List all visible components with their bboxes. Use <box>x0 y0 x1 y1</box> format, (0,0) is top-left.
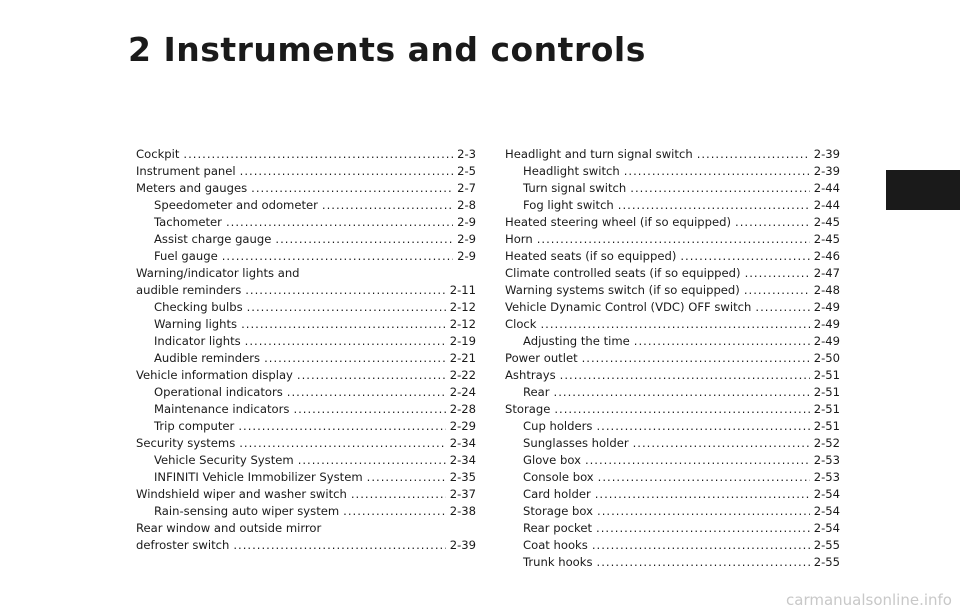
dot-leader <box>633 435 810 452</box>
toc-entry[interactable] <box>136 503 476 520</box>
toc-entry-label: Heated seats (if so equipped) <box>505 249 677 263</box>
dot-leader <box>560 367 810 384</box>
toc-entry-label: Coat hooks <box>523 538 588 552</box>
toc-entry[interactable] <box>136 316 476 333</box>
toc-entry-label: Rain-sensing auto wiper system <box>154 504 340 518</box>
dot-leader <box>596 418 809 435</box>
dot-leader <box>697 146 810 163</box>
dot-leader <box>630 180 809 197</box>
toc-entry[interactable] <box>505 486 840 503</box>
toc-entry[interactable] <box>136 180 476 197</box>
dot-leader <box>367 469 446 486</box>
toc-entry-label: Warning systems switch (if so equipped) <box>505 283 740 297</box>
toc-entry-label: Console box <box>523 470 594 484</box>
toc-entry[interactable] <box>505 418 840 435</box>
toc-entry-page: 2-53 <box>813 453 840 467</box>
toc-entry-page: 2-5 <box>457 164 476 178</box>
toc-entry-label: Cockpit <box>136 147 180 161</box>
toc-entry-label: INFINITI Vehicle Immobilizer System <box>154 470 363 484</box>
toc-entry-page: 2-22 <box>449 368 476 382</box>
dot-leader <box>735 214 810 231</box>
dot-leader <box>541 316 810 333</box>
dot-leader <box>680 248 809 265</box>
toc-entry-page: 2-51 <box>813 402 840 416</box>
toc-entry[interactable] <box>136 163 476 180</box>
toc-entry-page: 2-51 <box>813 385 840 399</box>
toc-entry-label: Vehicle Dynamic Control (VDC) OFF switch <box>505 300 752 314</box>
dot-leader <box>554 401 809 418</box>
dot-leader <box>343 503 446 520</box>
toc-entry-label: Storage <box>505 402 551 416</box>
toc-entry[interactable] <box>505 401 840 418</box>
toc-entry-label: Clock <box>505 317 537 331</box>
toc-entry-label: Headlight switch <box>523 164 620 178</box>
toc-entry-page: 2-49 <box>813 317 840 331</box>
toc-entry[interactable] <box>505 146 840 163</box>
toc-entry[interactable] <box>505 350 840 367</box>
toc-entry-page: 2-50 <box>813 351 840 365</box>
toc-entry-page: 2-35 <box>449 470 476 484</box>
toc-entry[interactable] <box>136 299 476 316</box>
dot-leader <box>241 316 446 333</box>
toc-entry-page: 2-53 <box>813 470 840 484</box>
toc-entry[interactable] <box>136 197 476 214</box>
toc-entry-label: Trunk hooks <box>523 555 593 569</box>
dot-leader <box>592 537 810 554</box>
toc-entry-page: 2-28 <box>449 402 476 416</box>
toc-entry-first-line: Warning/indicator lights and <box>136 266 300 280</box>
toc-entry-label: Adjusting the time <box>523 334 630 348</box>
toc-entry-label: Vehicle information display <box>136 368 293 382</box>
toc-entry-page: 2-9 <box>457 249 476 263</box>
toc-entry[interactable] <box>505 503 840 520</box>
dot-leader <box>222 248 453 265</box>
toc-entry[interactable] <box>136 248 476 265</box>
dot-leader <box>297 367 446 384</box>
toc-entry-page: 2-11 <box>449 283 476 297</box>
toc-entry-page: 2-9 <box>457 215 476 229</box>
toc-entry-label: Rear <box>523 385 550 399</box>
dot-leader <box>618 197 810 214</box>
dot-leader <box>240 163 453 180</box>
toc-entry[interactable] <box>136 384 476 401</box>
toc-entry-page: 2-54 <box>813 504 840 518</box>
toc-entry-page: 2-44 <box>813 181 840 195</box>
dot-leader <box>239 435 445 452</box>
toc-entry-first-line: Rear window and outside mirror <box>136 521 322 535</box>
toc-entry-label: Horn <box>505 232 533 246</box>
toc-entry[interactable] <box>505 520 840 537</box>
toc-entry[interactable] <box>505 248 840 265</box>
toc-entry-page: 2-54 <box>813 487 840 501</box>
dot-leader <box>554 384 810 401</box>
toc-entry-label: Security systems <box>136 436 236 450</box>
toc-entry-page: 2-3 <box>457 147 476 161</box>
toc-entry-page: 2-19 <box>449 334 476 348</box>
toc-entry-label: Fuel gauge <box>154 249 218 263</box>
toc-entry[interactable] <box>136 520 476 554</box>
toc-entry-page: 2-37 <box>449 487 476 501</box>
toc-entry[interactable] <box>136 214 476 231</box>
toc-entry-label: Indicator lights <box>154 334 241 348</box>
toc-entry[interactable] <box>505 367 840 384</box>
toc-entry[interactable] <box>136 367 476 384</box>
toc-entry[interactable] <box>505 384 840 401</box>
toc-entry-label: defroster switch <box>136 538 230 552</box>
toc-entry-page: 2-44 <box>813 198 840 212</box>
toc-entry-page: 2-7 <box>457 181 476 195</box>
dot-leader <box>293 401 445 418</box>
toc-entry[interactable] <box>136 401 476 418</box>
dot-leader <box>597 503 810 520</box>
toc-entry-label: Instrument panel <box>136 164 236 178</box>
toc-entry-label: Warning lights <box>154 317 238 331</box>
toc-entry-page: 2-45 <box>813 215 840 229</box>
toc-entry-page: 2-48 <box>813 283 840 297</box>
toc-entry[interactable] <box>136 469 476 486</box>
toc-entry[interactable] <box>505 180 840 197</box>
dot-leader <box>287 384 446 401</box>
toc-entry-label: Windshield wiper and washer switch <box>136 487 347 501</box>
dot-leader <box>238 418 445 435</box>
toc-entry-page: 2-39 <box>449 538 476 552</box>
dot-leader <box>744 282 810 299</box>
toc-entry[interactable] <box>505 231 840 248</box>
dot-leader <box>247 299 446 316</box>
dot-leader <box>582 350 810 367</box>
toc-entry-label: Trip computer <box>154 419 235 433</box>
toc-entry[interactable] <box>505 469 840 486</box>
dot-leader <box>275 231 453 248</box>
toc-entry[interactable] <box>505 214 840 231</box>
toc-entry[interactable] <box>505 333 840 350</box>
toc-entry-label: Vehicle Security System <box>154 453 294 467</box>
toc-entry-page: 2-52 <box>813 436 840 450</box>
toc-entry-page: 2-34 <box>449 453 476 467</box>
toc-entry-label: audible reminders <box>136 283 242 297</box>
toc-entry[interactable] <box>505 299 840 316</box>
toc-entry[interactable] <box>136 231 476 248</box>
dot-leader <box>624 163 810 180</box>
toc-entry-label: Ashtrays <box>505 368 556 382</box>
dot-leader <box>233 537 445 554</box>
toc-entry-page: 2-8 <box>457 198 476 212</box>
dot-leader <box>585 452 810 469</box>
toc-entry[interactable] <box>505 265 840 282</box>
dot-leader <box>745 265 810 282</box>
toc-entry-page: 2-54 <box>813 521 840 535</box>
toc-entry-page: 2-55 <box>813 555 840 569</box>
toc-entry[interactable] <box>136 350 476 367</box>
toc-entry-label: Assist charge gauge <box>154 232 272 246</box>
dot-leader <box>183 146 453 163</box>
toc-entry-page: 2-47 <box>813 266 840 280</box>
toc-entry-page: 2-39 <box>813 147 840 161</box>
toc-entry-label: Glove box <box>523 453 581 467</box>
toc-entry-label: Cup holders <box>523 419 593 433</box>
toc-entry-label: Tachometer <box>154 215 222 229</box>
toc-entry-page: 2-55 <box>813 538 840 552</box>
toc-right-column <box>505 146 840 571</box>
toc-entry-label: Headlight and turn signal switch <box>505 147 693 161</box>
toc-entry-label: Maintenance indicators <box>154 402 290 416</box>
toc-entry-page: 2-34 <box>449 436 476 450</box>
page-title: 2 Instruments and controls <box>128 30 646 69</box>
toc-entry-label: Card holder <box>523 487 591 501</box>
toc-entry[interactable] <box>505 316 840 333</box>
toc-entry[interactable] <box>136 435 476 452</box>
dot-leader <box>596 520 810 537</box>
toc-entry-label: Operational indicators <box>154 385 283 399</box>
dot-leader <box>298 452 446 469</box>
toc-entry-page: 2-21 <box>449 351 476 365</box>
toc-entry-page: 2-38 <box>449 504 476 518</box>
toc-entry[interactable] <box>136 265 476 299</box>
toc-entry[interactable] <box>505 282 840 299</box>
toc-entry-label: Meters and gauges <box>136 181 248 195</box>
watermark: carmanualsonline.info <box>786 591 952 609</box>
dot-leader <box>351 486 446 503</box>
toc-entry-label: Power outlet <box>505 351 578 365</box>
toc-entry-page: 2-49 <box>813 300 840 314</box>
toc-entry-label: Rear pocket <box>523 521 593 535</box>
dot-leader <box>245 333 446 350</box>
toc-entry-label: Turn signal switch <box>523 181 627 195</box>
toc-entry[interactable] <box>136 418 476 435</box>
dot-leader <box>597 554 810 571</box>
toc-entry[interactable] <box>505 435 840 452</box>
toc-entry[interactable] <box>505 197 840 214</box>
toc-entry-page: 2-12 <box>449 317 476 331</box>
dot-leader <box>598 469 810 486</box>
toc-entry[interactable] <box>136 486 476 503</box>
toc-entry[interactable] <box>505 537 840 554</box>
dot-leader <box>264 350 446 367</box>
toc-entry[interactable] <box>505 452 840 469</box>
toc-entry-page: 2-49 <box>813 334 840 348</box>
toc-entry[interactable] <box>136 452 476 469</box>
dot-leader <box>251 180 453 197</box>
toc-entry-page: 2-29 <box>449 419 476 433</box>
toc-entry[interactable] <box>136 333 476 350</box>
toc-entry[interactable] <box>505 554 840 571</box>
toc-entry-label: Sunglasses holder <box>523 436 629 450</box>
toc-entry[interactable] <box>505 163 840 180</box>
toc-entry[interactable] <box>136 146 476 163</box>
toc-left-column <box>136 146 476 554</box>
toc-entry-label: Storage box <box>523 504 594 518</box>
toc-entry-page: 2-9 <box>457 232 476 246</box>
dot-leader <box>537 231 810 248</box>
toc-entry-page: 2-12 <box>449 300 476 314</box>
dot-leader <box>755 299 809 316</box>
dot-leader <box>595 486 810 503</box>
dot-leader <box>322 197 453 214</box>
toc-entry-page: 2-51 <box>813 419 840 433</box>
toc-entry-label: Audible reminders <box>154 351 261 365</box>
toc-entry-page: 2-51 <box>813 368 840 382</box>
chapter-tab-marker <box>886 170 960 210</box>
toc-entry-label: Climate controlled seats (if so equipped) <box>505 266 741 280</box>
toc-entry-label: Fog light switch <box>523 198 614 212</box>
toc-entry-label: Checking bulbs <box>154 300 243 314</box>
toc-entry-page: 2-39 <box>813 164 840 178</box>
toc-entry-page: 2-45 <box>813 232 840 246</box>
toc-entry-label: Speedometer and odometer <box>154 198 318 212</box>
dot-leader <box>245 282 445 299</box>
toc-entry-label: Heated steering wheel (if so equipped) <box>505 215 732 229</box>
dot-leader <box>634 333 810 350</box>
toc-entry-page: 2-24 <box>449 385 476 399</box>
toc-entry-page: 2-46 <box>813 249 840 263</box>
dot-leader <box>226 214 453 231</box>
